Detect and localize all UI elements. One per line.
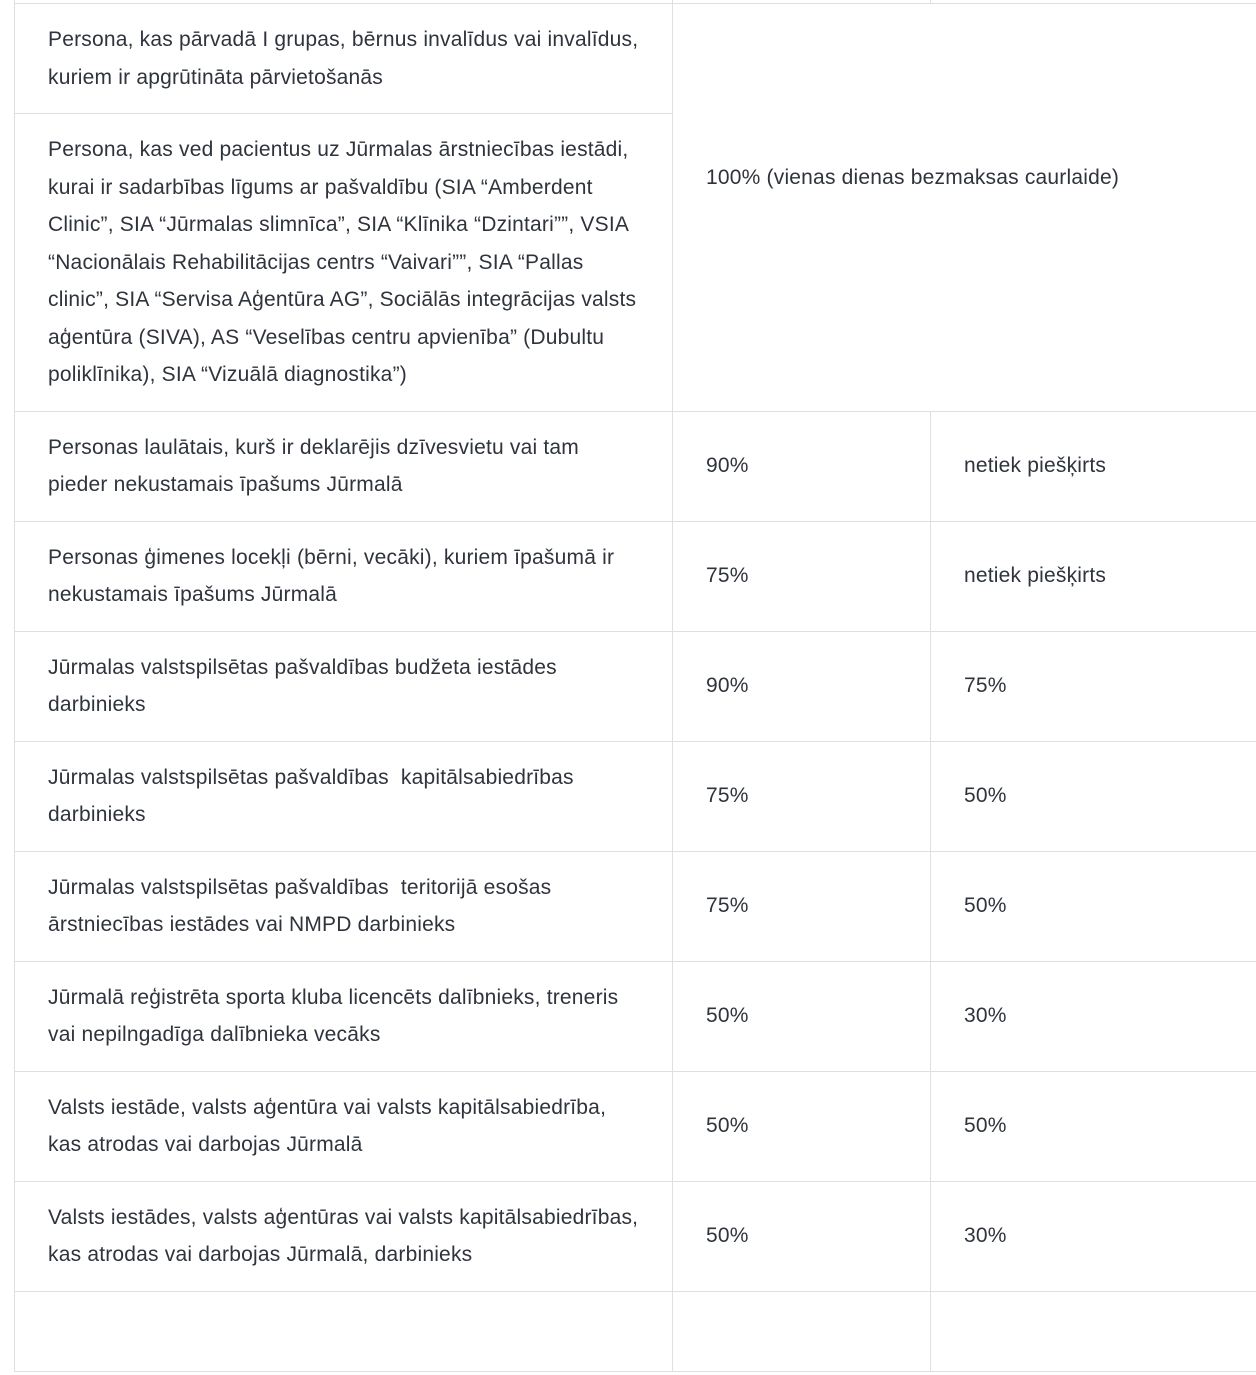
discount-value-cell: 50% [673,961,931,1071]
discount-value-cell: 75% [931,631,1256,741]
discount-value-cell: 90% [673,631,931,741]
discount-value-cell: 50% [673,1071,931,1181]
clipped-cell [931,1291,1256,1371]
table-row [15,1071,1256,1181]
table-row [15,1181,1256,1291]
discount-value-cell: 90% [673,411,931,521]
row-description-cell: Valsts iestāde, valsts aģentūra vai valsts kapitālsabiedrība, kas atrodas vai darbojas Jūrmalā [15,1071,673,1181]
table-row [15,961,1256,1071]
discount-value-cell: 50% [931,1071,1256,1181]
row-description-cell: Jūrmalas valstspilsētas pašvaldības teritorijā esošas ārstniecības iestādes vai NMPD darbinieks [15,851,673,961]
row-description-cell: Jūrmalā reģistrēta sporta kluba licencēts dalībnieks, treneris vai nepilngadīga dalībnieka vecāks [15,961,673,1071]
discount-value-cell: 75% [673,741,931,851]
row-description-cell: Persona, kas pārvadā I grupas, bērnus invalīdus vai invalīdus, kuriem ir apgrūtināta pārvietošanās [15,4,673,114]
row-description-cell: Personas laulātais, kurš ir deklarējis dzīvesvietu vai tam pieder nekustamais īpašums Jūrmalā [15,411,673,521]
discount-value-cell: 50% [673,1181,931,1291]
table-row [15,411,1256,521]
discount-value-cell: 50% [931,741,1256,851]
discount-value-cell: 50% [931,851,1256,961]
table-row [15,631,1256,741]
row-description-cell: Personas ģimenes locekļi (bērni, vecāki), kuriem īpašumā ir nekustamais īpašums Jūrmalā [15,521,673,631]
discount-value-cell: 75% [673,521,931,631]
table-row [15,741,1256,851]
discount-value-cell: netiek piešķirts [931,521,1256,631]
row-description-cell: Jūrmalas valstspilsētas pašvaldības budžeta iestādes darbinieks [15,631,673,741]
table-row [15,851,1256,961]
merged-discount-value-cell: 100% (vienas dienas bezmaksas caurlaide) [673,4,1256,412]
discount-value-cell: 75% [673,851,931,961]
row-description-cell: Persona, kas ved pacientus uz Jūrmalas ārstniecības iestādi, kurai ir sadarbības līgums ar pašvaldību (SIA “Amberdent Clinic”, SIA “Jūrmalas slimnīca”, SIA “Klīnika “Dzintari””, VSIA “Nacionālais Rehabilitācijas centrs “Vaivari””, SIA “Pallas clinic”, SIA “Servisa Aģentūra AG”, Sociālās integrācijas valsts aģentūra (SIVA), AS “Veselības centru apvienība” (Dubultu poliklīnika), SIA “Vizuālā diagnostika”) [15,114,673,412]
clipped-cell [15,1291,673,1371]
discount-table-container [14,0,1256,1372]
row-description-cell: Valsts iestādes, valsts aģentūras vai valsts kapitālsabiedrības, kas atrodas vai darbojas Jūrmalā, darbinieks [15,1181,673,1291]
discount-value-cell: netiek piešķirts [931,411,1256,521]
table-row [15,521,1256,631]
table-row [15,4,1256,114]
row-description-cell: Jūrmalas valstspilsētas pašvaldības kapitālsabiedrības darbinieks [15,741,673,851]
discount-value-cell: 30% [931,961,1256,1071]
discount-table [14,0,1256,1372]
discount-value-cell: 30% [931,1181,1256,1291]
clipped-cell [673,1291,931,1371]
table-row-clipped-bottom [15,1291,1256,1371]
